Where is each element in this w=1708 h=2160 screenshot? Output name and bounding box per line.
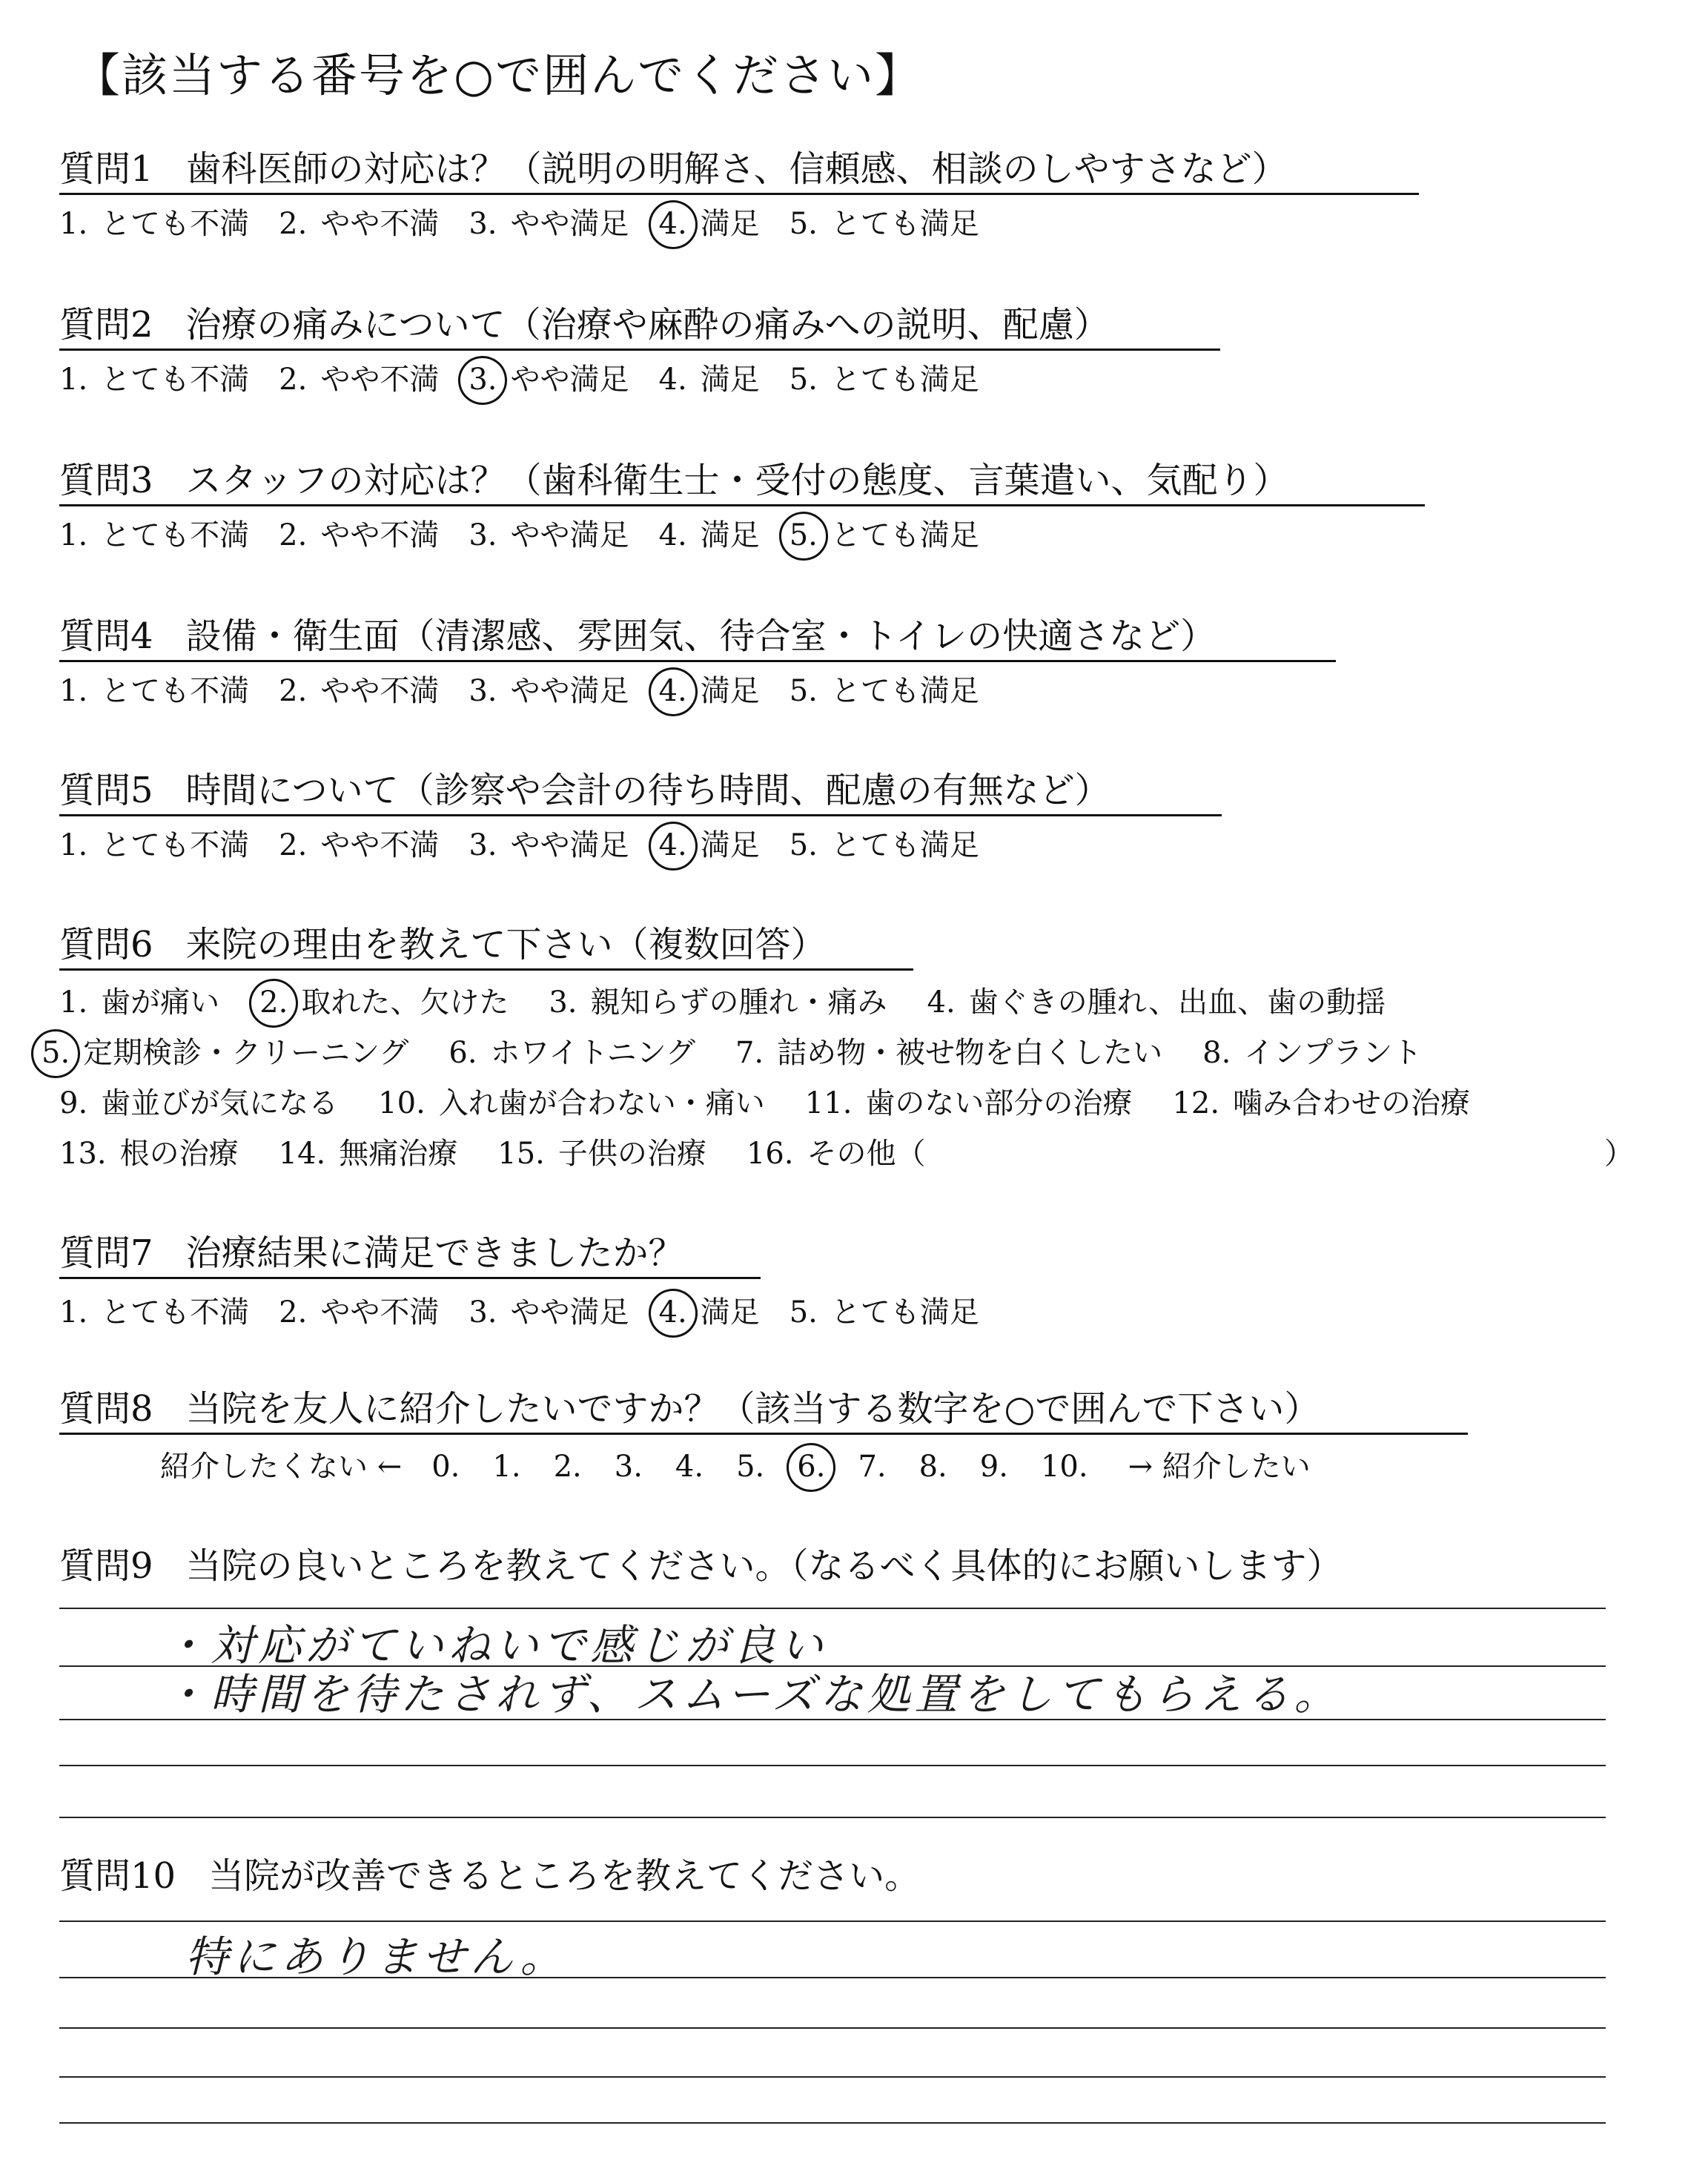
- option-label: とても満足: [830, 828, 979, 862]
- option-number: 2.: [279, 207, 308, 241]
- option-label: 満足: [700, 363, 760, 397]
- option-label: とても不満: [101, 828, 250, 862]
- option-number: 10.: [378, 1086, 426, 1120]
- option-number: 3.: [469, 360, 497, 399]
- option-label: 定期検診・クリーニング: [83, 1036, 409, 1070]
- option-number: 9.: [59, 1086, 88, 1120]
- q6-other-close: ）: [1604, 1137, 1634, 1171]
- q2-underline: [59, 349, 1220, 351]
- q8-heading: [59, 1387, 1320, 1431]
- q8-scale-4: [675, 1447, 704, 1486]
- option-number: 4.: [659, 826, 687, 865]
- option-label: とても不満: [101, 1295, 250, 1330]
- option-label: やや満足: [510, 674, 629, 708]
- q8-underline: [59, 1433, 1468, 1435]
- option-1: [59, 516, 249, 555]
- q6-option-15: [497, 1135, 706, 1173]
- option-number: 4.: [658, 518, 687, 552]
- option-5: [790, 516, 979, 555]
- option-label: 満足: [700, 1295, 760, 1330]
- option-label: やや満足: [510, 828, 629, 862]
- scale-number: 2.: [553, 1450, 582, 1484]
- q3-text: スタッフの対応は？（歯科衛生士・受付の態度、言葉遣い、気配り）: [185, 460, 1289, 501]
- q8-number: 質問8: [59, 1388, 153, 1430]
- q2-number: 質問2: [59, 304, 153, 346]
- option-2: [279, 826, 439, 865]
- q9-ruled-line: [59, 1817, 1606, 1818]
- q2-heading: [59, 303, 1110, 347]
- option-1: [59, 1293, 249, 1332]
- q5-text: 時間について（診察や会計の待ち時間、配慮の有無など）: [185, 770, 1110, 811]
- option-label: とても不満: [101, 674, 250, 708]
- option-5: [790, 672, 979, 710]
- scale-number: 5.: [736, 1450, 765, 1484]
- option-number: 1.: [59, 828, 88, 862]
- option-4: [659, 205, 760, 243]
- option-5: [790, 1293, 979, 1332]
- q6-option-2: [259, 983, 509, 1022]
- option-label: とても不満: [101, 363, 250, 397]
- q8-scale-5: [736, 1447, 764, 1486]
- option-number: 3.: [469, 1295, 497, 1330]
- q8-scale-9: [980, 1447, 1008, 1486]
- option-number: 1.: [59, 363, 88, 397]
- option-label: 親知らずの腫れ・痛み: [590, 985, 887, 1020]
- q7-options: [59, 1293, 1009, 1332]
- option-label: 入れ歯が合わない・痛い: [438, 1086, 765, 1120]
- option-number: 5.: [789, 363, 818, 397]
- q5-options: [59, 826, 1009, 865]
- option-5: [790, 360, 979, 399]
- option-label: 歯ぐきの腫れ、出血、歯の動揺: [968, 985, 1386, 1020]
- option-number: 5.: [789, 674, 818, 708]
- scale-number: 4.: [675, 1450, 704, 1484]
- option-label: 満足: [700, 828, 760, 862]
- q6-row-2: [42, 1034, 1462, 1072]
- option-number: 2.: [279, 363, 308, 397]
- option-number: 5.: [789, 1295, 818, 1330]
- option-number: 3.: [549, 985, 577, 1020]
- q6-option-8: [1202, 1034, 1422, 1072]
- option-label: やや不満: [320, 828, 440, 862]
- option-number: 2.: [279, 674, 308, 708]
- q8-scale-values: [431, 1447, 1120, 1486]
- q9-text: 当院の良いところを教えてください。（なるべく具体的にお願いします）: [185, 1545, 1343, 1587]
- option-number: 3.: [469, 207, 497, 241]
- q5-underline: [59, 814, 1222, 816]
- option-3: [469, 516, 629, 555]
- option-label: 歯のない部分の治療: [865, 1086, 1133, 1120]
- option-3: [469, 205, 629, 243]
- option-label: やや満足: [510, 1295, 629, 1330]
- option-number: 5.: [789, 828, 818, 862]
- option-number: 4.: [659, 205, 687, 243]
- option-number: 1.: [59, 1295, 88, 1330]
- q2-text: 治療の痛みについて（治療や麻酔の痛みへの説明、配慮）: [185, 304, 1110, 346]
- q8-scale-0: [431, 1447, 460, 1486]
- q6-number: 質問6: [59, 924, 153, 965]
- option-number: 2.: [259, 983, 288, 1022]
- option-label: とても満足: [830, 674, 979, 708]
- option-label: やや満足: [510, 363, 629, 397]
- option-label: やや不満: [320, 674, 440, 708]
- q4-options: [59, 672, 1009, 710]
- option-label: やや満足: [510, 518, 629, 552]
- option-label: とても満足: [830, 1295, 979, 1330]
- option-1: [59, 826, 249, 865]
- option-label: 子供の治療: [557, 1137, 706, 1171]
- scale-number: 10.: [1040, 1450, 1088, 1484]
- option-number: 1.: [59, 674, 88, 708]
- option-number: 4.: [658, 363, 687, 397]
- option-number: 5.: [789, 207, 818, 241]
- q6-option-7: [735, 1034, 1162, 1072]
- option-number: 16.: [746, 1137, 794, 1171]
- option-label: その他（: [807, 1137, 926, 1171]
- option-5: [790, 826, 979, 865]
- option-label: 無痛治療: [339, 1137, 458, 1171]
- q6-option-14: [279, 1135, 458, 1173]
- option-number: 3.: [469, 828, 497, 862]
- q8-scale-6: [797, 1447, 825, 1486]
- option-label: 歯並びが気になる: [101, 1086, 339, 1120]
- q9-ruled-line: [59, 1608, 1606, 1609]
- form-title: 【該当する番号を○で囲んでください】: [74, 48, 923, 102]
- option-label: 満足: [700, 674, 760, 708]
- option-4: [659, 1293, 760, 1332]
- option-label: ホワイトニング: [490, 1036, 695, 1070]
- q7-underline: [59, 1277, 761, 1279]
- q3-heading: [59, 458, 1289, 503]
- q6-row-1: [59, 983, 1426, 1022]
- option-label: とても満足: [830, 363, 979, 397]
- option-label: やや不満: [320, 1295, 440, 1330]
- q7-text: 治療結果に満足できましたか？: [185, 1232, 684, 1274]
- q5-heading: [59, 768, 1110, 813]
- option-number: 4.: [927, 985, 956, 1020]
- option-label: やや不満: [320, 207, 440, 241]
- q10-text: 当院が改善できるところを教えてください。: [208, 1855, 921, 1897]
- q1-text: 歯科医師の対応は？（説明の明解さ、信頼感、相談のしやすさなど）: [185, 148, 1288, 190]
- q6-row-3: [59, 1084, 1510, 1123]
- q4-underline: [59, 660, 1336, 662]
- option-number: 1.: [59, 518, 88, 552]
- q4-text: 設備・衛生面（清潔感、雰囲気、待合室・トイレの快適さなど）: [185, 615, 1217, 657]
- scale-number: 1.: [492, 1450, 521, 1484]
- q8-scale-2: [554, 1447, 582, 1486]
- q10-number: 質問10: [59, 1855, 176, 1897]
- q8-scale-3: [615, 1447, 643, 1486]
- q10-heading: [59, 1854, 920, 1898]
- q3-options: [59, 516, 1009, 555]
- option-4: [659, 516, 760, 555]
- q9-ruled-line: [59, 1765, 1606, 1766]
- option-number: 6.: [448, 1036, 477, 1070]
- q6-option-10: [378, 1084, 765, 1123]
- q3-number: 質問3: [59, 460, 153, 501]
- option-label: 噛み合わせの治療: [1233, 1086, 1471, 1120]
- q5-number: 質問5: [59, 770, 153, 811]
- q9-answer-2: ・時間を待たされず、スムーズな処置をしてもらえる。: [163, 1669, 1342, 1720]
- option-number: 3.: [469, 674, 497, 708]
- option-number: 15.: [497, 1137, 545, 1171]
- option-label: 満足: [700, 207, 760, 241]
- option-1: [59, 672, 249, 710]
- option-1: [59, 205, 249, 243]
- q6-option-9: [59, 1084, 338, 1123]
- scale-number: 7.: [858, 1450, 887, 1484]
- option-1: [59, 360, 249, 399]
- q10-ruled-line: [59, 2122, 1606, 2124]
- option-label: やや満足: [510, 207, 629, 241]
- option-label: 詰め物・被せ物を白くしたい: [777, 1036, 1163, 1070]
- option-2: [279, 672, 439, 710]
- option-label: 歯が痛い: [101, 985, 220, 1020]
- q9-heading: [59, 1544, 1343, 1588]
- q8-scale-1: [492, 1447, 520, 1486]
- q6-option-3: [549, 983, 887, 1022]
- option-number: 2.: [279, 1295, 308, 1330]
- q6-row-4: [59, 1135, 966, 1173]
- option-label: やや不満: [320, 518, 440, 552]
- q3-underline: [59, 504, 1425, 506]
- option-3: [469, 672, 629, 710]
- q8-scale: [160, 1447, 1311, 1486]
- q8-scale-7: [858, 1447, 886, 1486]
- q7-heading: [59, 1231, 684, 1275]
- option-number: 13.: [59, 1137, 107, 1171]
- q1-options: [59, 205, 1009, 243]
- q6-option-4: [927, 983, 1386, 1022]
- q9-number: 質問9: [59, 1545, 153, 1587]
- option-label: 根の治療: [119, 1137, 239, 1171]
- option-number: 5.: [42, 1034, 70, 1072]
- q6-option-12: [1172, 1084, 1470, 1123]
- option-number: 3.: [469, 518, 497, 552]
- q6-option-11: [805, 1084, 1133, 1123]
- option-label: インプラント: [1244, 1036, 1423, 1070]
- option-label: とても満足: [830, 207, 979, 241]
- option-2: [279, 516, 439, 555]
- option-number: 4.: [659, 1293, 687, 1332]
- option-number: 11.: [804, 1086, 853, 1120]
- option-4: [659, 672, 760, 710]
- q10-ruled-line: [59, 2076, 1606, 2078]
- q8-scale-10: [1041, 1447, 1088, 1486]
- option-3: [469, 826, 629, 865]
- q6-option-5: [42, 1034, 408, 1072]
- option-number: 1.: [59, 985, 88, 1020]
- q4-heading: [59, 614, 1216, 658]
- q1-heading: [59, 147, 1288, 191]
- scale-number: 6.: [797, 1447, 825, 1486]
- option-number: 2.: [279, 518, 308, 552]
- option-number: 2.: [279, 828, 308, 862]
- q6-option-1: [59, 983, 219, 1022]
- option-number: 4.: [659, 672, 687, 710]
- option-label: とても不満: [101, 207, 250, 241]
- option-3: [469, 1293, 629, 1332]
- q6-option-6: [448, 1034, 695, 1072]
- option-5: [790, 205, 979, 243]
- option-number: 8.: [1202, 1036, 1231, 1070]
- option-3: [469, 360, 629, 399]
- q10-answer-1: 特にありません。: [185, 1932, 568, 1982]
- option-label: やや不満: [320, 363, 440, 397]
- q8-left-label: 紹介したくない ←: [160, 1450, 403, 1484]
- option-label: 取れた、欠けた: [301, 985, 509, 1020]
- q6-heading: [59, 922, 827, 967]
- q8-scale-8: [919, 1447, 947, 1486]
- scale-number: 8.: [918, 1450, 947, 1484]
- option-number: 14.: [278, 1137, 326, 1171]
- option-4: [659, 360, 760, 399]
- q6-underline: [59, 968, 913, 971]
- q8-text: 当院を友人に紹介したいですか？（該当する数字を○で囲んで下さい）: [185, 1388, 1320, 1430]
- option-number: 1.: [59, 207, 88, 241]
- option-4: [659, 826, 760, 865]
- option-number: 12.: [1172, 1086, 1220, 1120]
- q7-number: 質問7: [59, 1232, 153, 1274]
- q6-option-13: [59, 1135, 239, 1173]
- q6-option-16: [747, 1135, 926, 1173]
- q2-options: [59, 360, 1009, 399]
- option-label: とても満足: [830, 518, 979, 552]
- option-number: 7.: [735, 1036, 764, 1070]
- q1-number: 質問1: [59, 148, 153, 190]
- option-label: とても不満: [101, 518, 250, 552]
- scale-number: 3.: [614, 1450, 643, 1484]
- q4-number: 質問4: [59, 615, 153, 657]
- option-2: [279, 205, 439, 243]
- q6-text: 来院の理由を教えて下さい（複数回答）: [185, 924, 827, 965]
- q9-answer-1: ・対応がていねいで感じが良い: [163, 1620, 828, 1671]
- option-2: [279, 360, 439, 399]
- q1-underline: [59, 193, 1419, 195]
- scale-number: 9.: [979, 1450, 1008, 1484]
- option-label: 満足: [700, 518, 760, 552]
- scale-number: 0.: [431, 1450, 460, 1484]
- option-2: [279, 1293, 439, 1332]
- option-number: 5.: [790, 516, 818, 555]
- q8-right-label: → 紹介したい: [1128, 1450, 1311, 1484]
- q10-ruled-line: [59, 2027, 1606, 2029]
